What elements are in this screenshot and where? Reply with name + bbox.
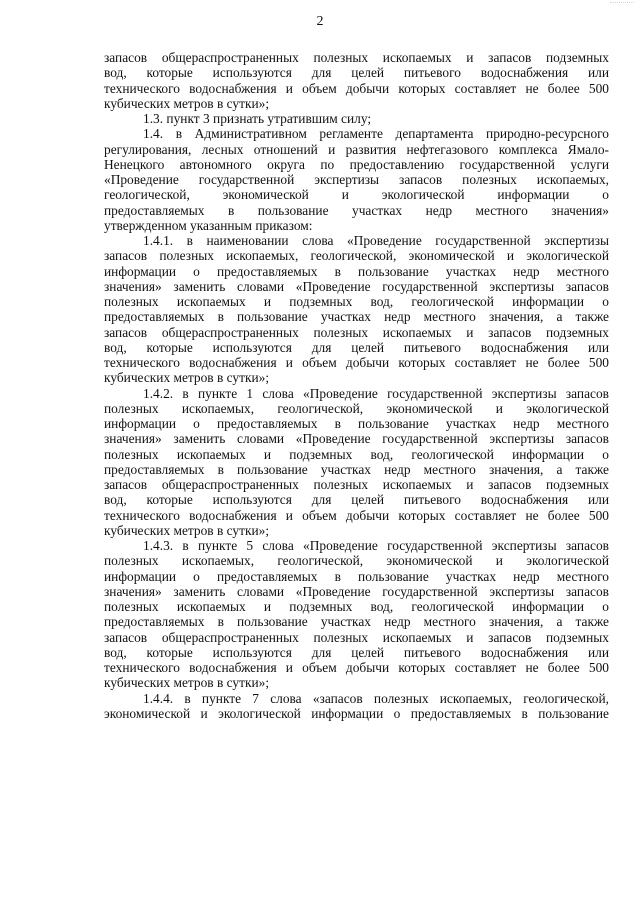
text-line: значения» заменить словами «Проведение государственной экспертизы запасов [104,431,609,447]
text-line: запасов общераспространенных полезных ископаемых и запасов подземных [104,477,609,492]
text-line: вод, которые используются для целей питьевого водоснабжения или [104,492,609,508]
paragraph [104,111,609,126]
paragraph [104,233,609,386]
text-line: предоставляемых в пользование участках недр местного значения, а также [104,461,609,477]
document-body [104,50,609,721]
text-line: предоставляемых в пользование участках недр местного значения, а также [104,309,609,325]
text-line: регулирования, лесных отношений и развития нефтегазового комплекса Ямало- [104,141,609,157]
text-line: Ненецкого автономного округа по предоставлению государственной услуги [104,156,609,172]
text-line: полезных ископаемых и подземных вод, геологической информации о [104,599,609,614]
text-line: 1.4.2. в пункте 1 слова «Проведение государственной экспертизы запасов [143,385,609,401]
text-line: технического водоснабжения и объем добычи которых составляет не более 500 [104,660,609,675]
text-line: запасов полезных ископаемых, геологической, экономической и экологической [104,248,609,264]
text-line: экономической и экологической информации о предоставляемых в пользование [104,705,609,721]
paragraph [104,126,609,233]
paragraph [104,691,609,722]
text-line: технического водоснабжения и объем добычи которых составляет не более 500 [104,507,609,523]
text-line: информации о предоставляемых в пользование участках недр местного [104,568,609,584]
text-line: информации о предоставляемых в пользование участках недр местного [104,263,609,279]
paragraph [104,50,609,111]
text-line: предоставляемых в пользование участках недр местного значения» [104,202,609,218]
paragraph [104,386,609,539]
text-line: полезных ископаемых, геологической, экономической и экологической [104,553,609,569]
page-number: 2 [316,14,324,29]
scan-corner-mark [610,2,634,9]
text-line: предоставляемых в пользование участках недр местного значения, а также [104,614,609,630]
text-line: значения» заменить словами «Проведение государственной экспертизы запасов [104,583,609,599]
text-line: информации о предоставляемых в пользование участках недр местного [104,416,609,431]
text-line: 1.4.3. в пункте 5 слова «Проведение государственной экспертизы запасов [143,538,609,553]
text-line: технического водоснабжения и объем добычи которых составляет не более 500 [104,355,609,370]
text-line: «Проведение государственной экспертизы запасов полезных ископаемых, [104,172,609,187]
text-line: вод, которые используются для целей питьевого водоснабжения или [104,644,609,660]
text-line: кубических метров в сутки»; [104,95,270,111]
text-line: утвержденном указанным приказом: [104,217,313,233]
text-line: вод, которые используются для целей питьевого водоснабжения или [104,339,609,355]
text-line: кубических метров в сутки»; [104,370,270,386]
text-line: 1.4. в Административном регламенте департамента природно-ресурсного [143,126,609,142]
text-line: запасов общераспространенных полезных ископаемых и запасов подземных [104,50,609,65]
text-line: вод, которые используются для целей питьевого водоснабжения или [104,65,609,81]
text-line: запасов общераспространенных полезных ископаемых и запасов подземных [104,324,609,340]
text-line: полезных ископаемых, геологической, экономической и экологической [104,400,609,416]
paragraph [104,538,609,691]
text-line: кубических метров в сутки»; [104,522,270,538]
text-line: 1.3. пункт 3 признать утратившим силу; [143,111,372,126]
text-line: 1.4.4. в пункте 7 слова «запасов полезных ископаемых, геологической, [143,690,609,706]
text-line: кубических метров в сутки»; [104,675,270,691]
text-line: геологической, экономической и экологической информации о [104,187,609,203]
text-line: 1.4.1. в наименовании слова «Проведение государственной экспертизы [143,233,609,248]
text-line: значения» заменить словами «Проведение государственной экспертизы запасов [104,278,609,294]
text-line: полезных ископаемых и подземных вод, геологической информации о [104,446,609,462]
text-line: полезных ископаемых и подземных вод, геологической информации о [104,294,609,309]
text-line: запасов общераспространенных полезных ископаемых и запасов подземных [104,629,609,645]
text-line: технического водоснабжения и объем добычи которых составляет не более 500 [104,80,609,96]
